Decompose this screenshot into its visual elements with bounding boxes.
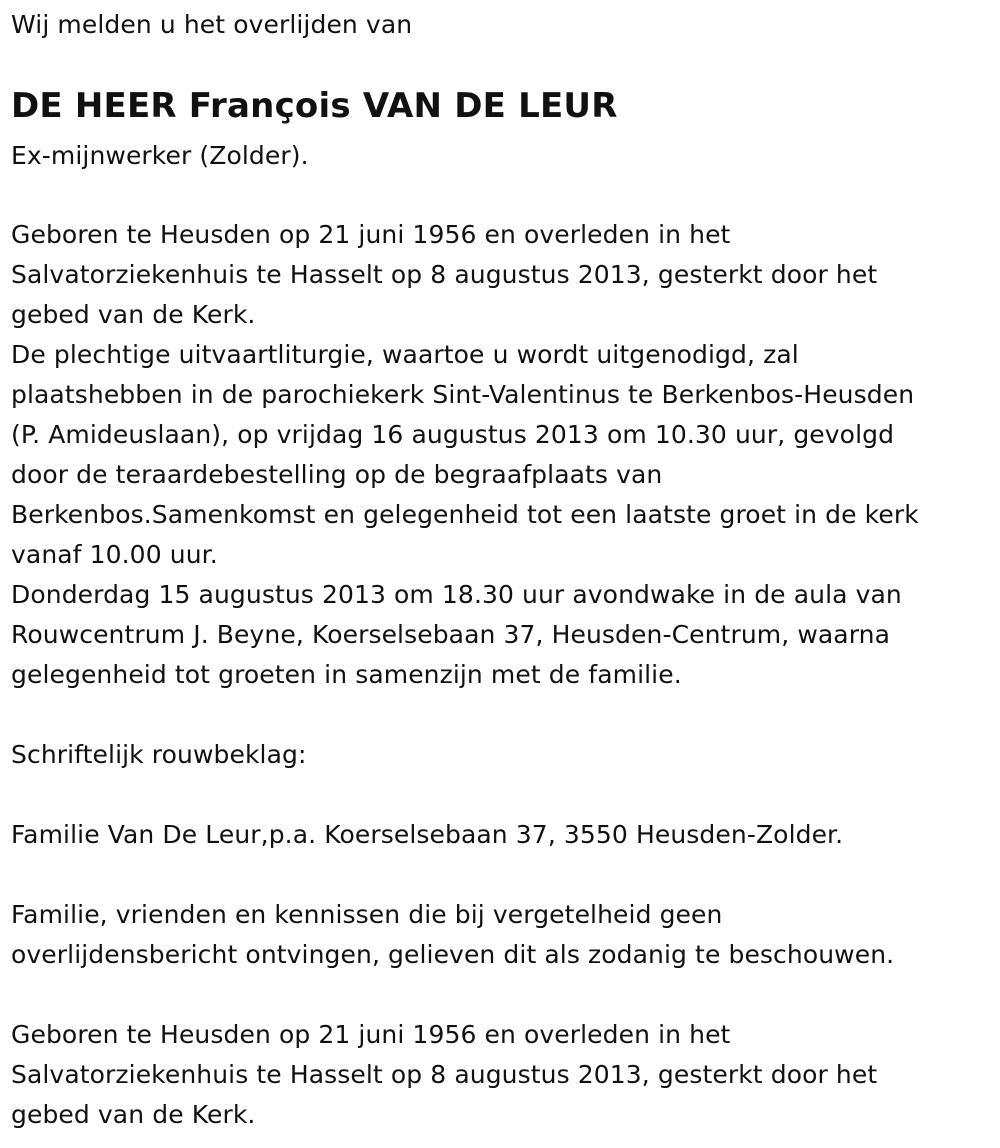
paragraph-line: Geboren te Heusden op 21 juni 1956 en overleden in het [11,1020,731,1049]
intro-text: Wij melden u het overlijden van [11,10,413,39]
no-notice-paragraph [11,895,894,975]
paragraph-line: Salvatorziekenhuis te Hasselt op 8 augustus 2013, gesterkt door het [11,1060,878,1089]
paragraph-line: door de teraardebestelling op de begraafplaats van [11,460,663,489]
paragraph-line: Rouwcentrum J. Beyne, Koerselsebaan 37, Heusden-Centrum, waarna [11,620,891,649]
ceremony-paragraph [11,215,919,695]
condolence-heading-block [11,735,307,775]
occupation-text: Ex-mijnwerker (Zolder). [11,141,309,170]
paragraph-line: De plechtige uitvaartliturgie, waartoe u wordt uitgenodigd, zal [11,340,799,369]
paragraph-line: Berkenbos.Samenkomst en gelegenheid tot een laatste groet in de kerk [11,500,919,529]
family-address-block [11,815,843,855]
family-address: Familie Van De Leur,p.a. Koerselsebaan 37, 3550 Heusden-Zolder. [11,820,844,849]
paragraph-line: (P. Amideuslaan), op vrijdag 16 augustus 2013 om 10.30 uur, gevolgd [11,420,895,449]
paragraph-line: overlijdensbericht ontvingen, gelieven dit als zodanig te beschouwen. [11,940,895,969]
deceased-name: DE HEER François VAN DE LEUR [11,86,618,126]
paragraph-line: gelegenheid tot groeten in samenzijn met de familie. [11,660,682,689]
paragraph-line: Familie, vrienden en kennissen die bij vergetelheid geen [11,900,723,929]
condolence-heading: Schriftelijk rouwbeklag: [11,740,307,769]
paragraph-line: Salvatorziekenhuis te Hasselt op 8 augustus 2013, gesterkt door het [11,260,878,289]
paragraph-line: gebed van de Kerk. [11,300,256,329]
birth-repeat-paragraph [11,1015,877,1135]
paragraph-line: Geboren te Heusden op 21 juni 1956 en overleden in het [11,220,731,249]
paragraph-line: plaatshebben in de parochiekerk Sint-Valentinus te Berkenbos-Heusden [11,380,915,409]
occupation-block [11,136,309,176]
paragraph-line: Donderdag 15 augustus 2013 om 18.30 uur avondwake in de aula van [11,580,902,609]
paragraph-line: gebed van de Kerk. [11,1100,256,1129]
paragraph-line: vanaf 10.00 uur. [11,540,218,569]
